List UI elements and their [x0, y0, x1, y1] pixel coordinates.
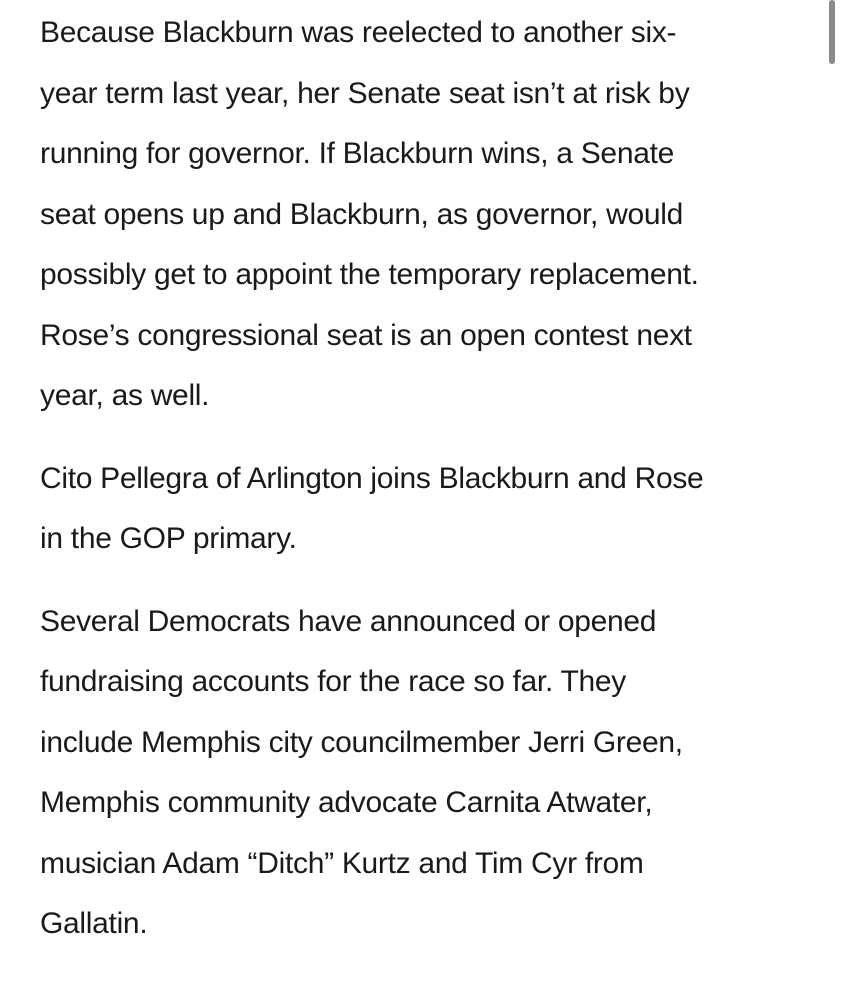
text-line: Cito Pellegra of Arlington joins Blackburn and Rose	[40, 461, 704, 495]
text-line: Several Democrats have announced or opened	[40, 604, 657, 638]
vertical-scrollbar[interactable]	[829, 0, 835, 64]
paragraph-blackburn-senate-seat	[40, 0, 810, 427]
text-line: in the GOP primary.	[40, 522, 297, 555]
text-line: possibly get to appoint the temporary replacement.	[40, 258, 699, 291]
text-line: year, as well.	[40, 379, 210, 412]
paragraph-democrats	[40, 592, 810, 955]
text-line: Gallatin.	[40, 907, 148, 940]
text-line: include Memphis city councilmember Jerri Green,	[40, 725, 683, 759]
text-line: fundraising accounts for the race so far. They	[40, 665, 626, 698]
article-body	[40, 0, 810, 955]
text-line: seat opens up and Blackburn, as governor, would	[40, 197, 684, 231]
text-line: Memphis community advocate Carnita Atwater,	[40, 786, 653, 819]
text-line: Rose’s congressional seat is an open contest next	[40, 318, 692, 352]
text-line: year term last year, her Senate seat isn’t at risk by	[40, 76, 690, 110]
paragraph-gop-primary	[40, 449, 810, 570]
text-line: musician Adam “Ditch” Kurtz and Tim Cyr from	[40, 846, 644, 880]
text-line: running for governor. If Blackburn wins, a Senate	[40, 137, 675, 170]
text-line: Because Blackburn was reelected to another six-	[40, 16, 677, 49]
